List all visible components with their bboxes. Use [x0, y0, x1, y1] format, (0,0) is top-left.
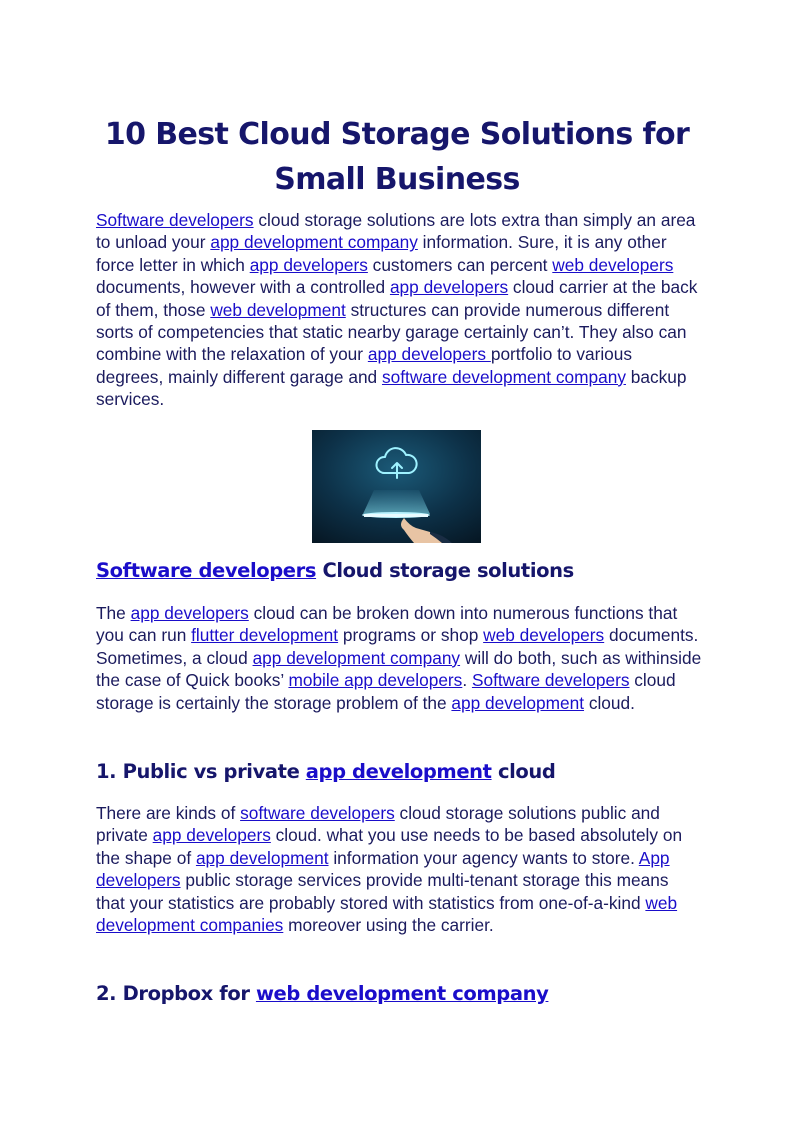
link-app-development[interactable]: app development	[195, 847, 329, 868]
section-heading-public-private: 1. Public vs private app development cloud	[96, 760, 556, 783]
link-app-development-company[interactable]: app development company	[252, 647, 461, 668]
section-paragraph-cloud-storage: The app developers cloud can be broken down into numerous functions that you can run flutter development programs or shop web developers documents. Sometimes, a cloud app development company will do both, such as withinside the case of Quick books’ mobile app developers. Software developers cloud storage is certainly the storage problem of the app development cloud.	[96, 603, 702, 713]
cloud-tablet-illustration	[312, 430, 481, 543]
section-paragraph-public-private: There are kinds of software developers cloud storage solutions public and private app developers cloud. what you use needs to be based absolutely on the shape of app development information your agency wants to store. App developers public storage services provide multi-tenant storage this means that your statistics are probably stored with statistics from one-of-a-kind web development companies moreover using the carrier.	[96, 803, 683, 936]
link-software-developers[interactable]: Software developers	[471, 670, 630, 691]
link-web-developers[interactable]: web developers	[552, 254, 674, 275]
link-software-developers[interactable]: software developers	[240, 803, 395, 823]
link-software-developers[interactable]: Software developers	[96, 210, 254, 230]
link-mobile-app-developers[interactable]: mobile app developers	[288, 670, 463, 691]
link-app-developers[interactable]: app developers	[367, 344, 491, 365]
link-app-development-company[interactable]: app development company	[210, 232, 418, 253]
link-software-development-company[interactable]: software development company	[381, 366, 626, 387]
section-heading-dropbox: 2. Dropbox for web development company	[96, 982, 549, 1005]
link-app-developers[interactable]: App developers	[96, 847, 670, 891]
link-web-development[interactable]: web development	[210, 299, 346, 320]
link-app-developers[interactable]: app developers	[249, 254, 368, 275]
heading-link-app-development[interactable]: app development	[305, 760, 492, 783]
link-app-developers[interactable]: app developers	[152, 825, 271, 846]
section-heading-cloud-storage: Software developers Cloud storage solutions	[96, 559, 574, 582]
page-title: 10 Best Cloud Storage Solutions for Small Business	[104, 117, 690, 197]
link-flutter-development[interactable]: flutter development	[191, 625, 339, 646]
link-web-developers[interactable]: web developers	[483, 625, 605, 646]
intro-paragraph: Software developers cloud storage solutions are lots extra than simply an area to unload your app development company information. Sure, it is any other force letter in which app developers customers can percent web developers documents, however with a controlled app developers cloud carrier at the back of them, those web development structures can provide numerous different sorts of competencies that static nearby garage certainly can’t. They also can combine with the relaxation of your app developers portfolio to various degrees, mainly different garage and software development company backup services.	[96, 210, 698, 410]
heading-link-web-development-company[interactable]: web development company	[255, 982, 549, 1005]
hero-image	[312, 430, 481, 543]
link-app-developers[interactable]: app developers	[389, 277, 509, 298]
link-app-developers[interactable]: app developers	[130, 603, 249, 623]
link-web-development-companies[interactable]: web development companies	[96, 892, 678, 936]
heading-link-software-developers[interactable]: Software developers	[96, 559, 317, 582]
link-app-development[interactable]: app development	[451, 692, 585, 713]
